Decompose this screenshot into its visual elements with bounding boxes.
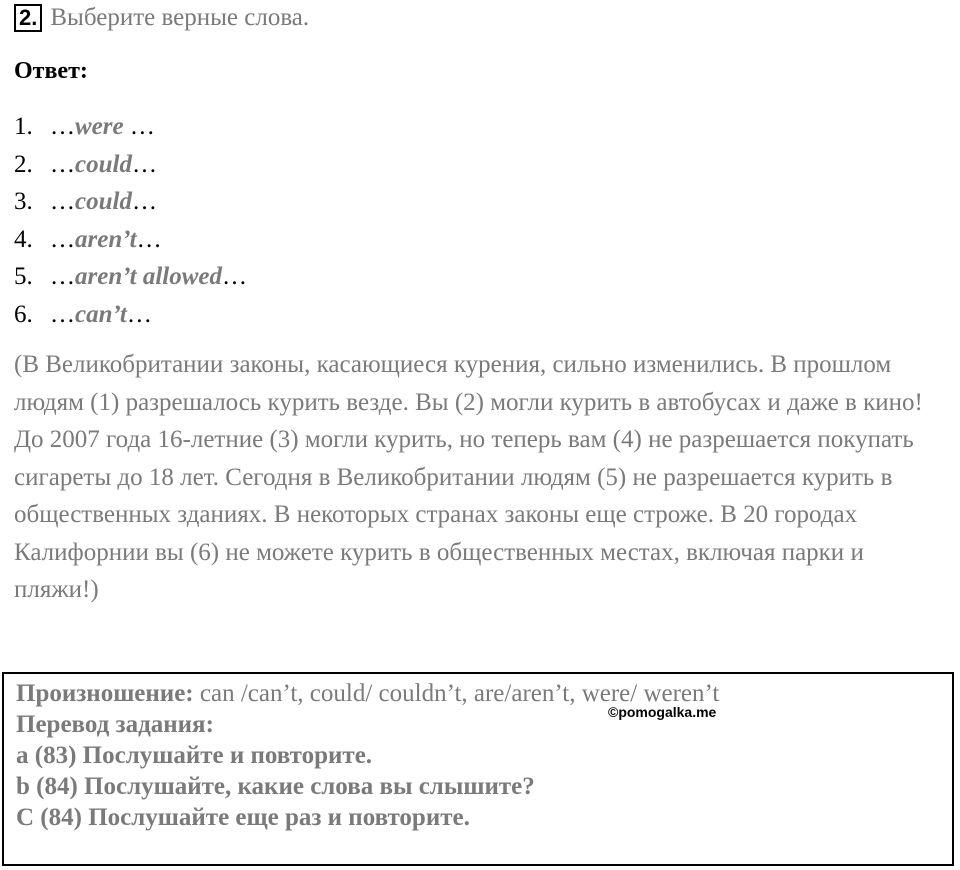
answer-suffix: …: [136, 225, 162, 253]
answer-suffix: …: [131, 150, 157, 178]
answer-number: 3.: [14, 188, 33, 215]
answer-number: 2.: [14, 150, 33, 178]
answer-item: [14, 183, 247, 221]
answer-number: 6.: [14, 300, 33, 328]
answer-prefix: …: [50, 113, 75, 140]
answer-number: 5.: [14, 263, 33, 290]
pronunciation-text: can /can’t, could/ couldn’t, are/aren’t, were/ weren’t: [193, 680, 720, 707]
answer-item: [14, 108, 247, 146]
answer-prefix: …: [50, 263, 75, 290]
answer-number: 1.: [14, 113, 33, 140]
answer-suffix: …: [222, 263, 247, 290]
answer-suffix: …: [123, 113, 155, 140]
answer-suffix: …: [126, 300, 152, 328]
pronunciation-line: [16, 678, 940, 709]
answer-item: [14, 258, 247, 296]
task-line-b: b (84) Послушайте, какие слова вы слышите?: [16, 773, 535, 800]
answer-label: Ответ:: [14, 58, 88, 84]
answer-number: 4.: [14, 225, 33, 253]
answer-word: could: [75, 188, 132, 215]
answer-word: aren’t: [75, 225, 137, 253]
answer-prefix: …: [50, 300, 75, 328]
answer-prefix: …: [50, 225, 75, 253]
task-number: 2.: [14, 4, 42, 32]
answer-item: [14, 221, 247, 259]
pronunciation-box: [2, 672, 954, 866]
answer-item: [14, 296, 247, 334]
answer-word: could: [75, 150, 132, 178]
pronunciation-label: Произношение:: [16, 680, 194, 707]
answer-word: were: [75, 113, 124, 140]
answer-word: aren’t allowed: [75, 263, 222, 290]
task-line-a: a (83) Послушайте и повторите.: [16, 742, 373, 769]
copyright-watermark: ©pomogalka.me: [608, 704, 717, 720]
answer-word: can’t: [75, 300, 127, 328]
task-title: Выберите верные слова.: [50, 4, 310, 31]
answer-prefix: …: [50, 188, 75, 215]
answer-list: [14, 108, 247, 333]
answer-suffix: …: [131, 188, 157, 215]
answer-item: [14, 146, 247, 184]
answer-prefix: …: [50, 150, 75, 178]
translation-paragraph: (В Великобритании законы, касающиеся курения, сильно изменились. В прошлом людям (1) разрешалось курить везде. Вы (2) могли курить в автобусах и даже в кино! До 2007 года 16-летние (3) могли курить, но теперь вам (4) не разрешается покупать сигареты до 18 лет. Сегодня в Великобритании людям (5) не разрешается курить в общественных зданиях. В некоторых странах законы еще строже. В 20 городах Калифорнии вы (6) не можете курить в общественных местах, включая парки и пляжи!): [14, 351, 923, 603]
translation-heading: Перевод задания:: [16, 711, 214, 738]
task-line-c: C (84) Послушайте еще раз и повторите.: [16, 804, 470, 831]
task-header: [14, 4, 309, 32]
